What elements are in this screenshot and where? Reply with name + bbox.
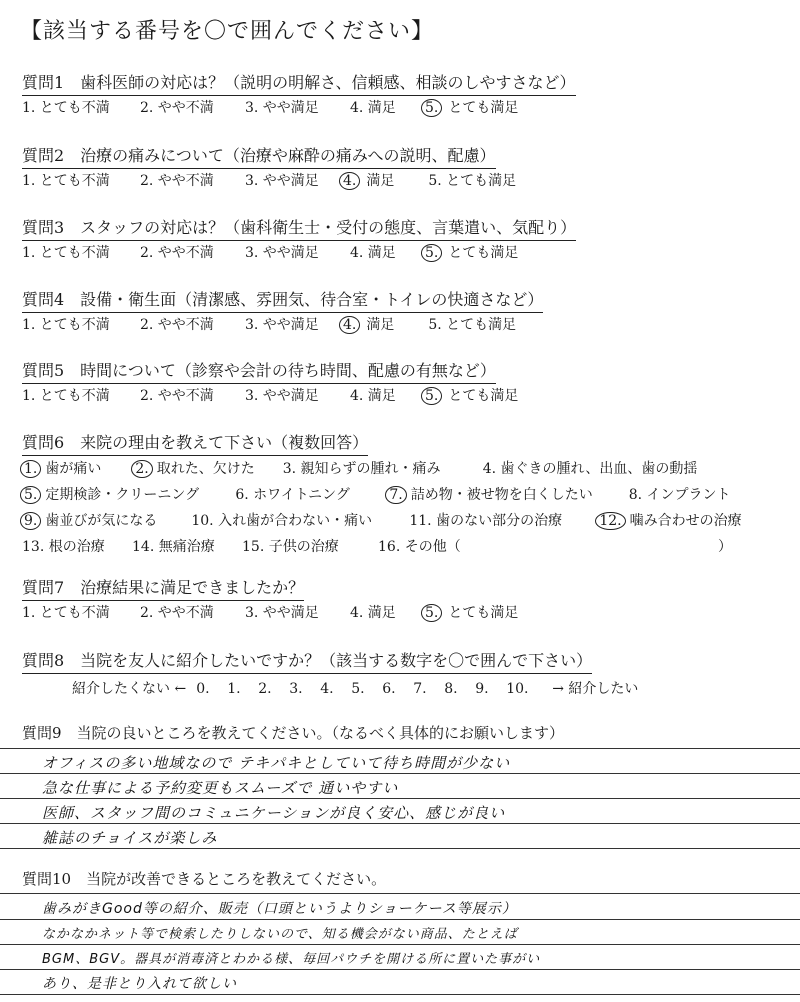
option-5-label[interactable]: とても満足 [448, 388, 519, 404]
scale-9[interactable]: 9. [475, 681, 489, 697]
question-7-options [22, 602, 518, 622]
scale-3[interactable]: 3. [289, 681, 303, 697]
option-4[interactable]: 4. 満足 [350, 388, 396, 404]
reason-8[interactable]: 8. インプラント [628, 487, 731, 503]
option-4[interactable]: 4. 満足 [350, 100, 396, 116]
option-3[interactable]: 3. やや満足 [245, 245, 319, 261]
circled-option-5[interactable]: 5. [421, 244, 442, 262]
option-1[interactable]: 1. とても不満 [22, 173, 110, 189]
question-2-title: 質問2 治療の痛みについて（治療や麻酔の痛みへの説明、配慮） [22, 143, 496, 166]
circled-option-5[interactable]: 5. [421, 387, 442, 405]
answer-line [0, 919, 800, 920]
reason-5-label[interactable]: 定期検診・クリーニング [45, 487, 200, 503]
scale-8[interactable]: 8. [444, 681, 458, 697]
option-3[interactable]: 3. やや満足 [245, 317, 319, 333]
question-8-title: 質問8 当院を友人に紹介したいですか？（該当する数字を〇で囲んで下さい） [22, 648, 592, 671]
option-3[interactable]: 3. やや満足 [245, 388, 319, 404]
question-3-title: 質問3 スタッフの対応は？（歯科衛生士・受付の態度、言葉遣い、気配り） [22, 215, 576, 238]
q9-answer-line-4[interactable]: 雑誌のチョイスが楽しみ [42, 829, 218, 847]
reason-1-label[interactable]: 歯が痛い [45, 461, 102, 477]
circled-reason-12[interactable]: 12. [595, 512, 625, 530]
option-1[interactable]: 1. とても不満 [22, 317, 110, 333]
scale-2[interactable]: 2. [258, 681, 272, 697]
scale-1[interactable]: 1. [227, 681, 241, 697]
question-8-scale [72, 678, 638, 698]
reason-16-close: ） [718, 539, 732, 555]
reason-13[interactable]: 13. 根の治療 [22, 539, 105, 555]
option-1[interactable]: 1. とても不満 [22, 245, 110, 261]
circled-reason-1[interactable]: 1. [20, 460, 41, 478]
q9-answer-line-2[interactable]: 急な仕事による予約変更もスムーズで 通いやすい [42, 779, 399, 797]
answer-line [0, 848, 800, 849]
circled-reason-5[interactable]: 5. [20, 486, 41, 504]
option-1[interactable]: 1. とても不満 [22, 605, 110, 621]
question-3-options [22, 242, 518, 262]
q10-answer-line-1[interactable]: 歯みがきGood等の紹介、販売（口頭というよりショーケース等展示） [42, 901, 517, 917]
option-5[interactable]: 5. とても満足 [428, 173, 517, 189]
answer-line [0, 823, 800, 824]
question-2-options [22, 170, 516, 190]
reason-6[interactable]: 6. ホワイトニング [235, 487, 350, 503]
reason-15[interactable]: 15. 子供の治療 [242, 539, 339, 555]
option-5[interactable]: 5. とても満足 [428, 317, 517, 333]
option-5-label[interactable]: とても満足 [448, 100, 519, 116]
option-5-label[interactable]: とても満足 [448, 605, 519, 621]
reason-14[interactable]: 14. 無痛治療 [132, 539, 215, 555]
q10-answer-line-3[interactable]: BGM、BGV。器具が消毒済とわかる様、毎回パウチを開ける所に置いた事がい [42, 952, 541, 967]
scale-10[interactable]: 10. [506, 681, 529, 697]
option-1[interactable]: 1. とても不満 [22, 100, 110, 116]
answer-line [0, 893, 800, 894]
q9-answer-line-3[interactable]: 医師、スタッフ間のコミュニケーションが良く安心、感じが良い [42, 804, 506, 822]
question-5-options [22, 385, 518, 405]
option-1[interactable]: 1. とても不満 [22, 388, 110, 404]
option-2[interactable]: 2. やや不満 [140, 245, 214, 261]
circled-option-5[interactable]: 5. [421, 604, 442, 622]
answer-line [0, 994, 800, 995]
reason-4[interactable]: 4. 歯ぐきの腫れ、出血、歯の動揺 [482, 461, 698, 477]
reason-16-other[interactable]: 16. その他（ [378, 539, 461, 555]
option-2[interactable]: 2. やや不満 [140, 388, 214, 404]
question-1-title: 質問1 歯科医師の対応は？（説明の明解さ、信頼感、相談のしやすさなど） [22, 70, 576, 93]
circled-option-5[interactable]: 5. [421, 99, 442, 117]
page-header: 【該当する番号を〇で囲んでください】 [20, 19, 435, 44]
reason-10[interactable]: 10. 入れ歯が合わない・痛い [191, 513, 373, 529]
option-2[interactable]: 2. やや不満 [140, 605, 214, 621]
reason-3[interactable]: 3. 親知らずの腫れ・痛み [282, 461, 441, 477]
option-3[interactable]: 3. やや満足 [245, 100, 319, 116]
reason-7-label[interactable]: 詰め物・被せ物を白くしたい [410, 487, 593, 503]
question-7-title: 質問7 治療結果に満足できましたか？ [22, 575, 304, 598]
q10-answer-line-2[interactable]: なかなかネット等で検索したりしないので、知る機会がない商品、たとえば [42, 927, 518, 942]
option-3[interactable]: 3. やや満足 [245, 605, 319, 621]
circled-reason-2[interactable]: 2. [131, 460, 152, 478]
circled-reason-9[interactable]: 9. [20, 512, 41, 530]
option-5-label[interactable]: とても満足 [448, 245, 519, 261]
scale-4[interactable]: 4. [320, 681, 334, 697]
scale-right-label: → 紹介したい [552, 681, 639, 697]
question-9-title: 質問9 当院の良いところを教えてください。（なるべく具体的にお願いします） [22, 724, 565, 742]
answer-line [0, 798, 800, 799]
option-4[interactable]: 4. 満足 [350, 605, 396, 621]
question-6-row-3 [20, 510, 742, 530]
option-2[interactable]: 2. やや不満 [140, 100, 214, 116]
option-4-label[interactable]: 満足 [366, 317, 395, 333]
answer-line [0, 969, 800, 970]
scale-0[interactable]: 0. [196, 681, 210, 697]
q9-answer-line-1[interactable]: オフィスの多い地域なので テキパキとしていて待ち時間が少ない [42, 754, 511, 772]
q10-answer-line-4[interactable]: あり、是非とり入れて欲しい [42, 976, 237, 992]
question-1-options [22, 97, 518, 117]
reason-2-label[interactable]: 取れた、欠けた [156, 461, 255, 477]
option-2[interactable]: 2. やや不満 [140, 317, 214, 333]
option-4[interactable]: 4. 満足 [350, 245, 396, 261]
question-6-row-1 [20, 458, 697, 478]
question-5-title: 質問5 時間について（診察や会計の待ち時間、配慮の有無など） [22, 358, 496, 381]
reason-12-label[interactable]: 噛み合わせの治療 [629, 513, 742, 529]
option-3[interactable]: 3. やや満足 [245, 173, 319, 189]
answer-line [0, 773, 800, 774]
scale-7[interactable]: 7. [413, 681, 427, 697]
question-10-title: 質問10 当院が改善できるところを教えてください。 [22, 870, 387, 888]
question-6-row-4 [22, 536, 732, 556]
scale-6[interactable]: 6. [382, 681, 396, 697]
reason-11[interactable]: 11. 歯のない部分の治療 [409, 513, 563, 529]
option-4-label[interactable]: 満足 [366, 173, 395, 189]
question-6-row-2 [20, 484, 731, 504]
question-4-options [22, 314, 516, 334]
scale-5[interactable]: 5. [351, 681, 365, 697]
option-2[interactable]: 2. やや不満 [140, 173, 214, 189]
circled-reason-7[interactable]: 7. [385, 486, 406, 504]
circled-option-4[interactable]: 4. [339, 316, 360, 334]
scale-left-label: 紹介したくない ← [72, 681, 187, 697]
question-6-title: 質問6 来院の理由を教えて下さい（複数回答） [22, 430, 368, 453]
answer-line [0, 944, 800, 945]
answer-line [0, 748, 800, 749]
question-4-title: 質問4 設備・衛生面（清潔感、雰囲気、待合室・トイレの快適さなど） [22, 287, 543, 310]
reason-9-label[interactable]: 歯並びが気になる [45, 513, 158, 529]
circled-option-4[interactable]: 4. [339, 172, 360, 190]
